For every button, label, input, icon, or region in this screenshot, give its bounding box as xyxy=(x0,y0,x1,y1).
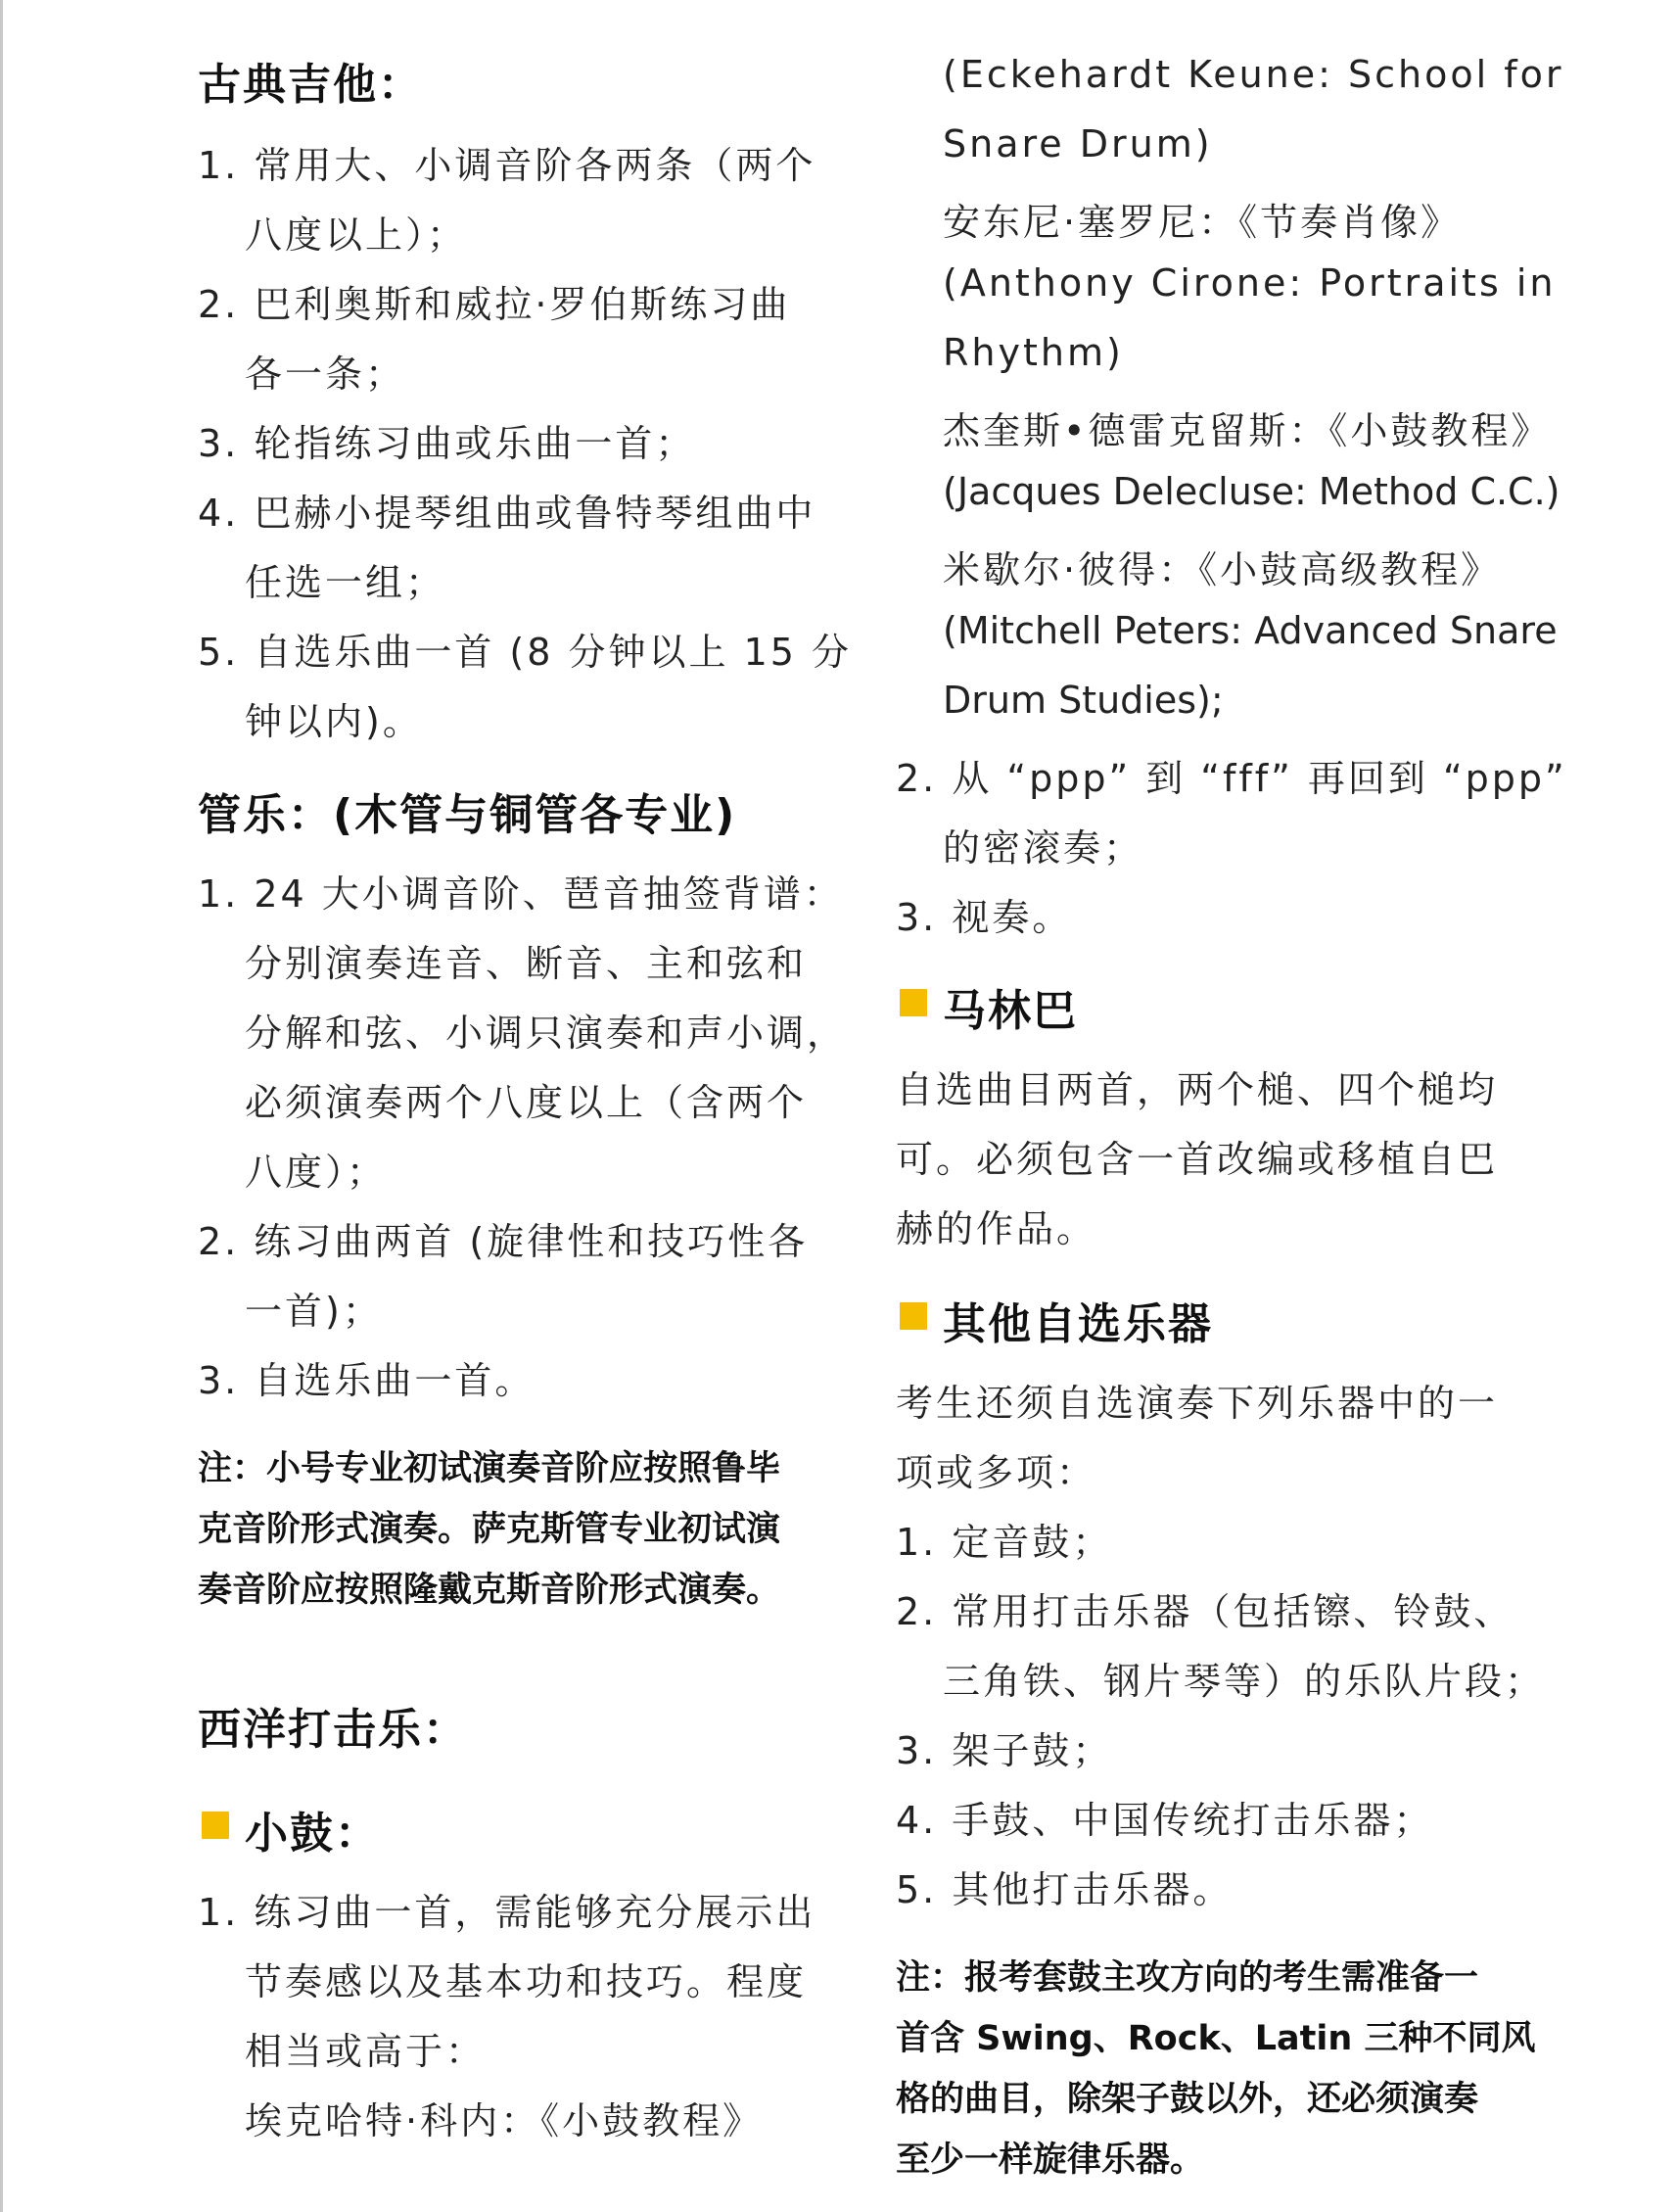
guitar-line-5: 3. 轮指练习曲或乐曲一首； xyxy=(198,422,696,465)
guitar-line-2: 八度以上）； xyxy=(245,213,468,257)
guitar-line-3: 2. 巴利奥斯和威拉·罗伯斯练习曲 xyxy=(198,283,791,326)
percussion-heading: 西洋打击乐： xyxy=(198,1705,468,1755)
snare-line-1: 1. 练习曲一首，需能够充分展示出 xyxy=(198,1891,816,1934)
guitar-line-4: 各一条； xyxy=(245,353,406,396)
winds-heading: 管乐：(木管与铜管各专业) xyxy=(198,790,737,840)
snare-line-roll: 2. 从 “ppp” 到 “fff” 再回到 “ppp” xyxy=(896,757,1567,800)
guitar-line-1: 1. 常用大、小调音阶各两条（两个 xyxy=(198,144,816,187)
snare-ref-line-7: (Jacques Delecluse: Method C.C.) xyxy=(943,470,1561,513)
snare-ref-line-6: 杰奎斯•德雷克留斯：《小鼓教程》 xyxy=(943,409,1552,452)
winds-line-8: 3. 自选乐曲一首。 xyxy=(198,1359,536,1402)
guitar-line-8: 5. 自选乐曲一首 (8 分钟以上 15 分 xyxy=(198,631,853,674)
winds-line-1: 1. 24 大小调音阶、琶音抽签背谱： xyxy=(198,872,844,916)
other-line-3: 1. 定音鼓； xyxy=(896,1521,1113,1564)
snare-line-4: 埃克哈特·科内：《小鼓教程》 xyxy=(245,2099,764,2142)
snare-heading: 小鼓： xyxy=(245,1809,380,1859)
winds-line-5: 八度）； xyxy=(245,1151,388,1194)
winds-note-line-2: 克音阶形式演奏。萨克斯管专业初试演 xyxy=(198,1510,781,1549)
page-left-border xyxy=(0,0,3,2212)
snare-line-2: 节奏感以及基本功和技巧。程度 xyxy=(245,1960,808,2003)
snare-ref-line-3: 安东尼·塞罗尼：《节奏肖像》 xyxy=(943,201,1462,244)
marimba-line-1: 自选曲目两首，两个槌、四个槌均 xyxy=(896,1068,1499,1111)
snare-ref-line-5: Rhythm) xyxy=(943,331,1124,374)
other-line-6: 3. 架子鼓； xyxy=(896,1729,1113,1772)
snare-line-sight: 3. 视奏。 xyxy=(896,896,1073,939)
winds-note-line-1: 注：小号专业初试演奏音阶应按照鲁毕 xyxy=(198,1449,781,1488)
guitar-line-9: 钟以内)。 xyxy=(245,700,423,743)
other-line-8: 5. 其他打击乐器。 xyxy=(896,1868,1234,1911)
marimba-line-2: 可。必须包含一首改编或移植自巴 xyxy=(896,1138,1499,1181)
snare-bullet-square xyxy=(202,1812,229,1839)
winds-line-6: 2. 练习曲两首 (旋律性和技巧性各 xyxy=(198,1220,809,1263)
snare-ref-line-2: Snare Drum) xyxy=(943,122,1213,165)
snare-ref-line-1: (Eckehardt Keune: School for xyxy=(943,53,1564,96)
winds-line-4: 必须演奏两个八度以上（含两个 xyxy=(245,1081,808,1124)
snare-line-3: 相当或高于： xyxy=(245,2030,487,2073)
other-line-1: 考生还须自选演奏下列乐器中的一 xyxy=(896,1382,1499,1425)
other-bullet-square xyxy=(900,1302,927,1330)
winds-line-7: 一首)； xyxy=(245,1290,383,1333)
other-note-line-2: 首含 Swing、Rock、Latin 三种不同风 xyxy=(896,2019,1536,2058)
winds-line-2: 分别演奏连音、断音、主和弦和 xyxy=(245,942,808,985)
winds-line-3: 分解和弦、小调只演奏和声小调， xyxy=(245,1012,848,1055)
other-line-7: 4. 手鼓、中国传统打击乐器； xyxy=(896,1799,1434,1842)
other-line-2: 项或多项： xyxy=(896,1451,1097,1494)
snare-ref-line-4: (Anthony Cirone: Portraits in xyxy=(943,261,1557,305)
other-note-line-1: 注：报考套鼓主攻方向的考生需准备一 xyxy=(896,1958,1479,1998)
guitar-line-7: 任选一组； xyxy=(245,561,446,604)
winds-note-line-3: 奏音阶应按照隆戴克斯音阶形式演奏。 xyxy=(198,1571,781,1610)
other-line-4: 2. 常用打击乐器（包括镲、铃鼓、 xyxy=(896,1590,1514,1633)
marimba-line-3: 赫的作品。 xyxy=(896,1207,1097,1250)
snare-ref-line-10: Drum Studies); xyxy=(943,679,1224,722)
snare-ref-line-9: (Mitchell Peters: Advanced Snare xyxy=(943,609,1558,652)
marimba-bullet-square xyxy=(900,989,927,1016)
other-line-5: 三角铁、钢片琴等）的乐队片段； xyxy=(943,1660,1546,1703)
other-note-line-3: 格的曲目，除架子鼓以外，还必须演奏 xyxy=(896,2080,1479,2119)
guitar-line-6: 4. 巴赫小提琴组曲或鲁特琴组曲中 xyxy=(198,492,816,535)
snare-line-roll-2: 的密滚奏； xyxy=(943,826,1144,870)
guitar-heading: 古典吉他： xyxy=(198,60,423,110)
other-note-line-4: 至少一样旋律乐器。 xyxy=(896,2141,1205,2180)
other-instruments-heading: 其他自选乐器 xyxy=(943,1299,1213,1349)
marimba-heading: 马林巴 xyxy=(943,986,1078,1036)
snare-ref-line-8: 米歇尔·彼得：《小鼓高级教程》 xyxy=(943,548,1502,591)
